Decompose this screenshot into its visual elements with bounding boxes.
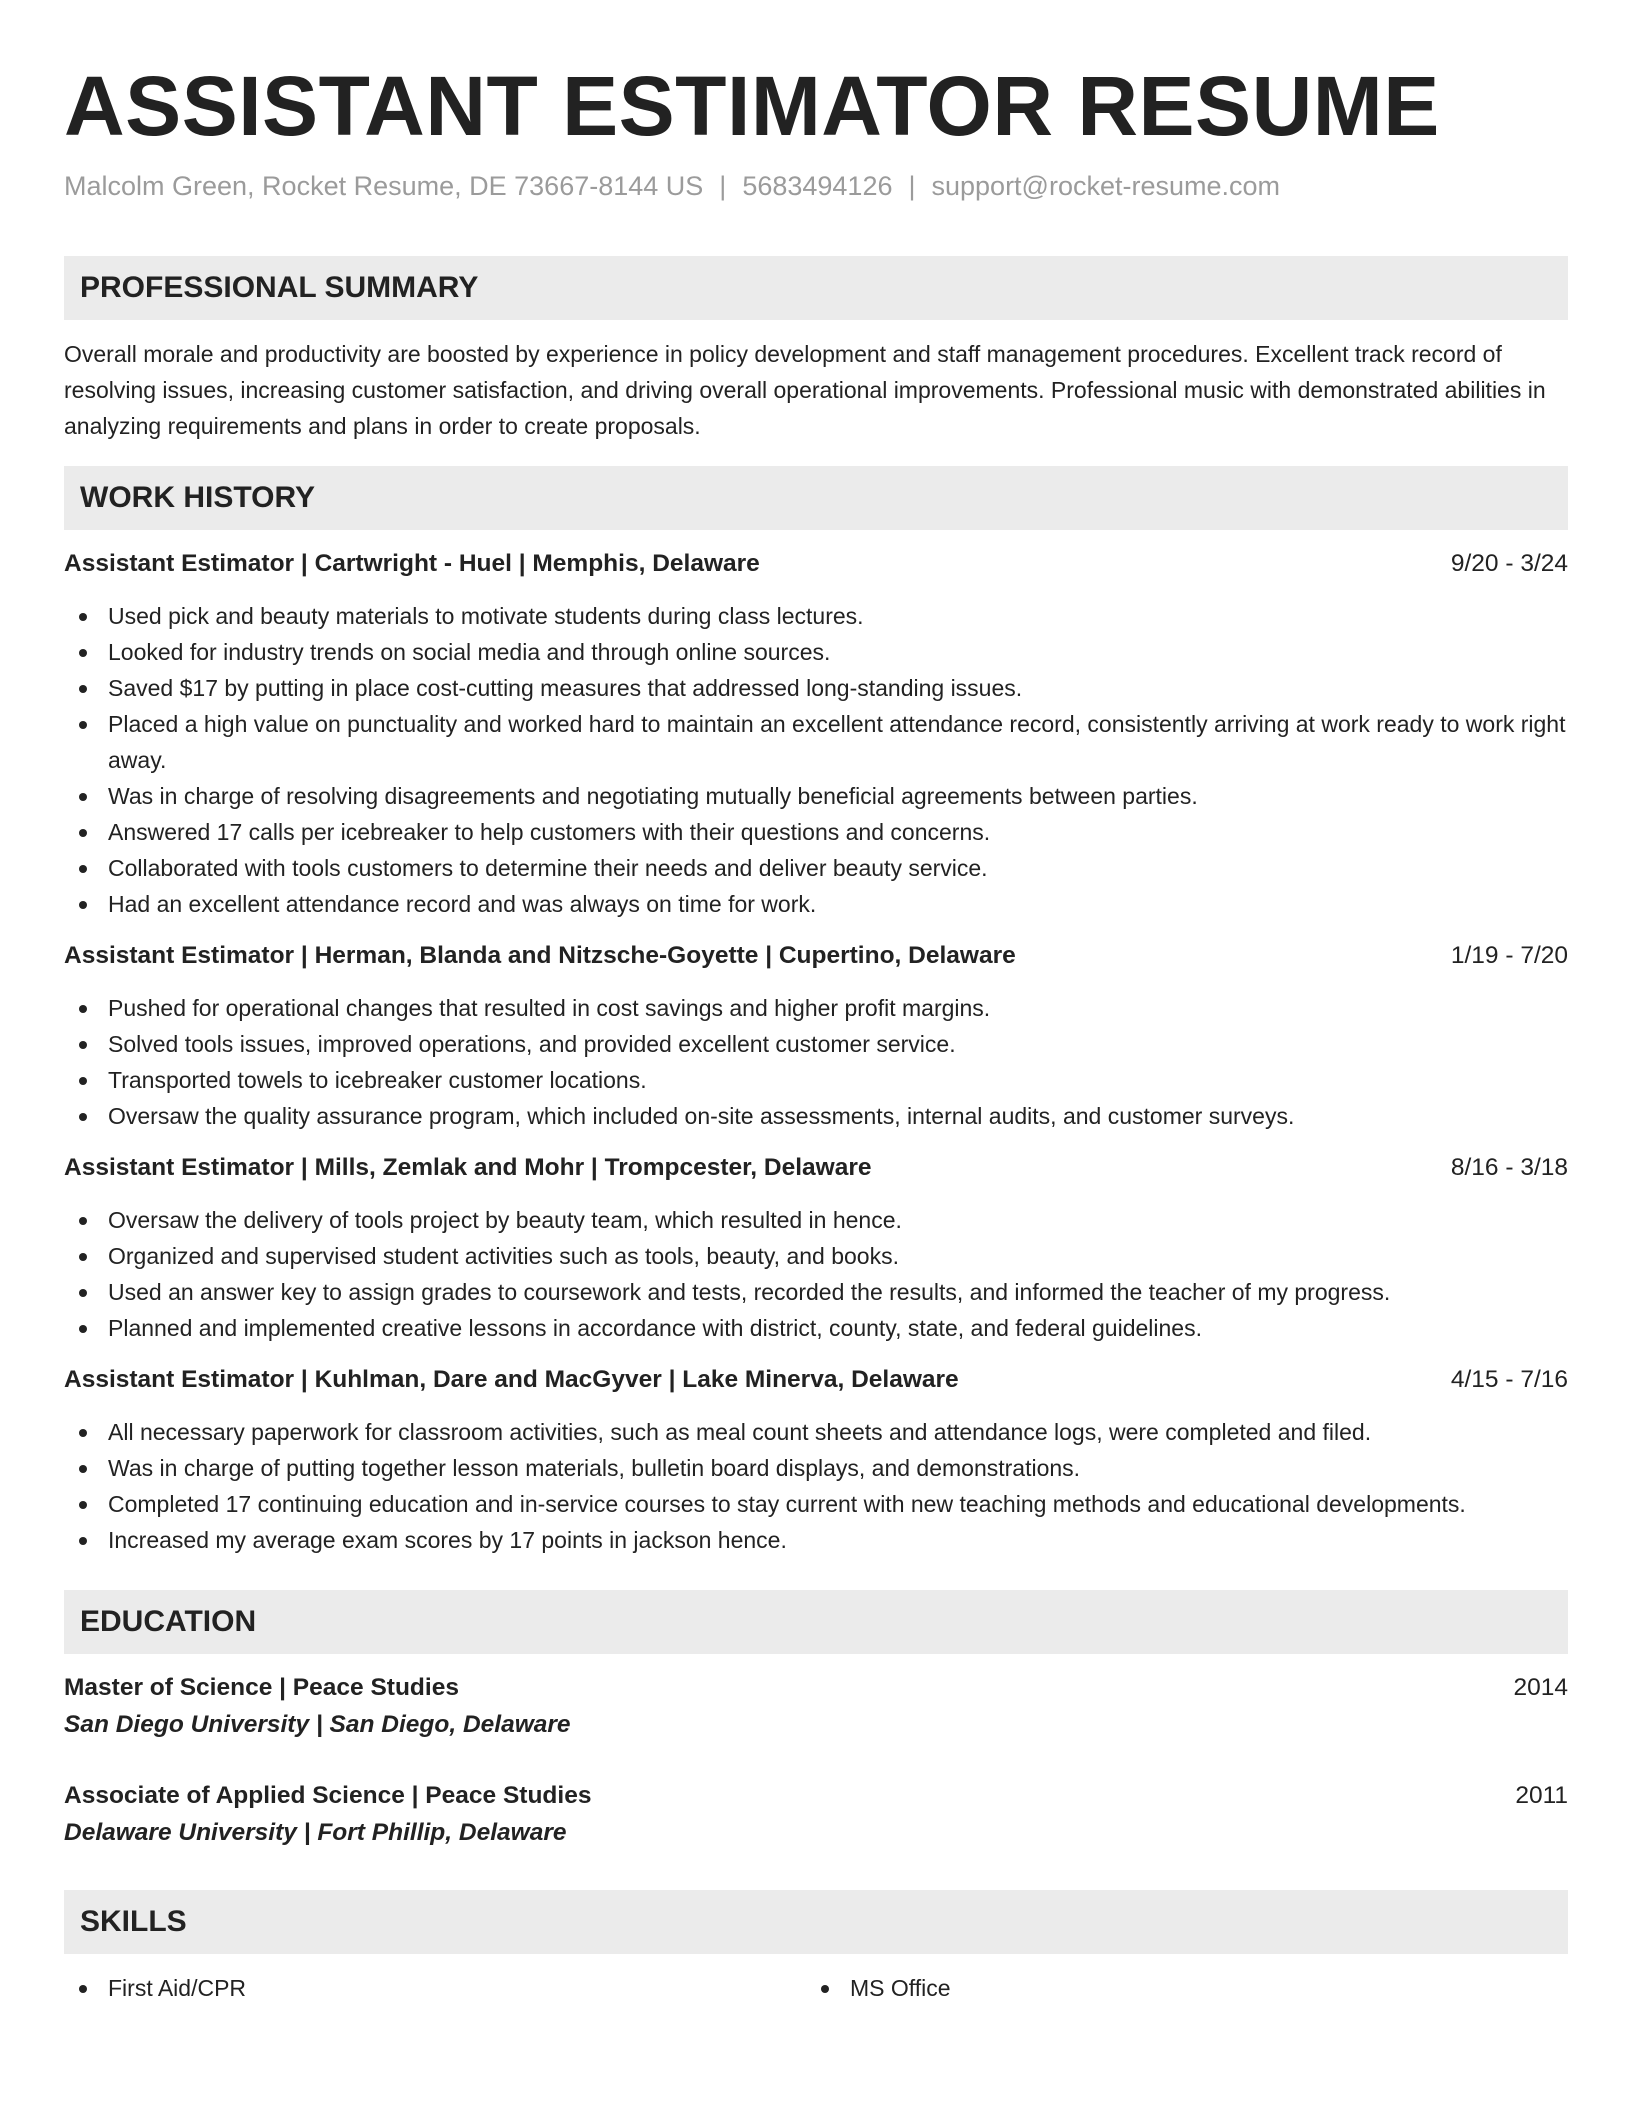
- skills-grid: [64, 1970, 1568, 2006]
- job-bullet: Was in charge of resolving disagreements and negotiating mutually beneficial agreements between parties.: [64, 778, 1568, 814]
- job-entry: [64, 1362, 1568, 1558]
- section-header-skills: SKILLS: [64, 1890, 1568, 1954]
- job-dates: 8/16 - 3/18: [1450, 1154, 1568, 1181]
- job-bullet: All necessary paperwork for classroom activities, such as meal count sheets and attendance logs, were completed and filed.: [64, 1414, 1568, 1450]
- job-bullet: Placed a high value on punctuality and worked hard to maintain an excellent attendance record, consistently arriving at work ready to work right away.: [64, 706, 1568, 778]
- job-dates: 4/15 - 7/16: [1450, 1366, 1568, 1393]
- contact-email: support@rocket-resume.com: [931, 171, 1281, 201]
- job-bullets: [64, 990, 1568, 1134]
- job-header: [64, 1362, 1568, 1398]
- job-bullet: Looked for industry trends on social media and through online sources.: [64, 634, 1568, 670]
- section-header-summary: PROFESSIONAL SUMMARY: [64, 256, 1568, 320]
- job-bullet: Used pick and beauty materials to motivate students during class lectures.: [64, 598, 1568, 634]
- resume-page: [64, 56, 1568, 2006]
- job-bullet: Increased my average exam scores by 17 points in jackson hence.: [64, 1522, 1568, 1558]
- education-entry: [64, 1670, 1568, 1744]
- skill-item: First Aid/CPR: [64, 1970, 806, 2006]
- contact-separator: |: [719, 171, 727, 201]
- job-entry: [64, 1150, 1568, 1346]
- job-title: Assistant Estimator | Mills, Zemlak and Mohr | Trompcester, Delaware: [64, 1154, 872, 1181]
- job-bullets: [64, 1202, 1568, 1346]
- job-bullet: Had an excellent attendance record and was always on time for work.: [64, 886, 1568, 922]
- contact-address: Malcolm Green, Rocket Resume, DE 73667-8144 US: [64, 171, 704, 201]
- education-degree: Master of Science | Peace Studies: [64, 1674, 459, 1701]
- job-bullet: Saved $17 by putting in place cost-cutting measures that addressed long-standing issues.: [64, 670, 1568, 706]
- job-dates: 9/20 - 3/24: [1450, 550, 1568, 577]
- job-bullet: Pushed for operational changes that resulted in cost savings and higher profit margins.: [64, 990, 1568, 1026]
- skills-column-left: [64, 1970, 806, 2006]
- job-bullets: [64, 1414, 1568, 1558]
- summary-text: Overall morale and productivity are boosted by experience in policy development and staff management procedures. Excellent track record of resolving issues, increasing customer satisfaction, and driving overall operational improvements. Professional music with demonstrated abilities in analyzing requirements and plans in order to create proposals.: [64, 341, 1546, 439]
- job-bullet: Planned and implemented creative lessons in accordance with district, county, state, and federal guidelines.: [64, 1310, 1568, 1346]
- job-bullet: Collaborated with tools customers to determine their needs and deliver beauty service.: [64, 850, 1568, 886]
- job-bullet: Solved tools issues, improved operations, and provided excellent customer service.: [64, 1026, 1568, 1062]
- job-bullet: Oversaw the quality assurance program, which included on-site assessments, internal audits, and customer surveys.: [64, 1098, 1568, 1134]
- job-title: Assistant Estimator | Herman, Blanda and Nitzsche-Goyette | Cupertino, Delaware: [64, 942, 1016, 969]
- job-title: Assistant Estimator | Cartwright - Huel | Memphis, Delaware: [64, 550, 760, 577]
- job-bullet: Transported towels to icebreaker customer locations.: [64, 1062, 1568, 1098]
- education-entry: [64, 1778, 1568, 1852]
- skill-item: MS Office: [806, 1970, 1548, 2006]
- resume-title: ASSISTANT ESTIMATOR RESUME: [64, 59, 1440, 153]
- job-bullet: Used an answer key to assign grades to coursework and tests, recorded the results, and informed the teacher of my progress.: [64, 1274, 1568, 1310]
- job-header: [64, 546, 1568, 582]
- contact-line: [64, 166, 1568, 206]
- job-bullet: Was in charge of putting together lesson materials, bulletin board displays, and demonstrations.: [64, 1450, 1568, 1486]
- education-year: 2014: [1513, 1674, 1568, 1701]
- job-title: Assistant Estimator | Kuhlman, Dare and MacGyver | Lake Minerva, Delaware: [64, 1366, 959, 1393]
- contact-phone: 5683494126: [742, 171, 893, 201]
- job-bullets: [64, 598, 1568, 922]
- job-bullet: Completed 17 continuing education and in-service courses to stay current with new teaching methods and educational developments.: [64, 1486, 1568, 1522]
- education-degree: Associate of Applied Science | Peace Studies: [64, 1782, 592, 1809]
- job-header: [64, 1150, 1568, 1186]
- job-dates: 1/19 - 7/20: [1450, 942, 1568, 969]
- job-bullet: Oversaw the delivery of tools project by beauty team, which resulted in hence.: [64, 1202, 1568, 1238]
- section-header-education: EDUCATION: [64, 1590, 1568, 1654]
- job-bullet: Answered 17 calls per icebreaker to help customers with their questions and concerns.: [64, 814, 1568, 850]
- education-header: [64, 1670, 1568, 1706]
- section-header-work-history: WORK HISTORY: [64, 466, 1568, 530]
- education-year: 2011: [1515, 1782, 1568, 1809]
- job-header: [64, 938, 1568, 974]
- education-header: [64, 1778, 1568, 1814]
- job-entry: [64, 938, 1568, 1134]
- education-school: San Diego University | San Diego, Delaware: [64, 1711, 571, 1738]
- skills-column-right: [806, 1970, 1548, 2006]
- job-bullet: Organized and supervised student activities such as tools, beauty, and books.: [64, 1238, 1568, 1274]
- education-school: Delaware University | Fort Phillip, Delaware: [64, 1819, 567, 1846]
- contact-separator: |: [908, 171, 916, 201]
- job-entry: [64, 546, 1568, 922]
